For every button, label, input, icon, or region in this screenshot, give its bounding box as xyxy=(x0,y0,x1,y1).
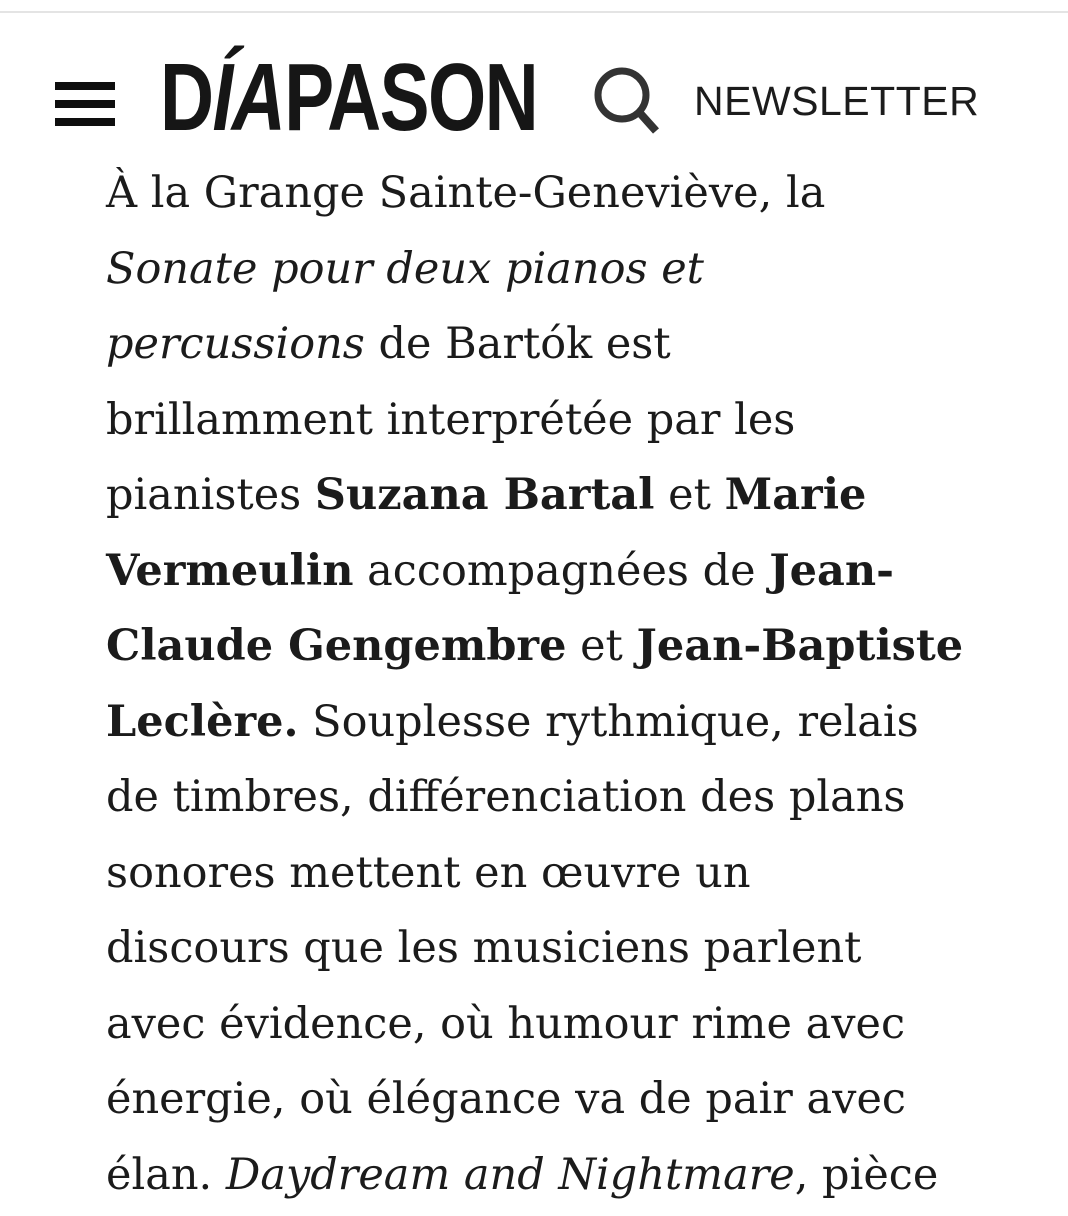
article-excerpt xyxy=(0,156,1068,1213)
text-segment-bold: Jean-Baptiste xyxy=(636,621,964,671)
text-segment-normal: de timbres, différenciation des plans xyxy=(106,772,906,822)
text-line xyxy=(0,987,1068,1063)
logo-text: D xyxy=(160,44,213,151)
text-line xyxy=(0,307,1068,383)
newsletter-link[interactable]: NEWSLETTER xyxy=(694,78,980,124)
text-line xyxy=(0,1062,1068,1138)
text-segment-italic: Sonate pour deux pianos et xyxy=(106,243,704,294)
text-line xyxy=(0,685,1068,761)
logo-text: PASON xyxy=(284,44,538,151)
menu-bar xyxy=(55,100,115,108)
text-line xyxy=(0,383,1068,459)
text-segment-normal: avec évidence, où humour rime avec xyxy=(106,998,906,1049)
site-logo[interactable] xyxy=(160,44,538,151)
text-line xyxy=(0,232,1068,308)
text-segment-bold: Leclère. xyxy=(106,696,299,747)
header xyxy=(0,13,1068,158)
text-line xyxy=(0,534,1068,610)
text-segment-normal: élan. xyxy=(106,1149,226,1200)
text-segment-bold: Vermeulin xyxy=(106,545,354,596)
text-line xyxy=(0,760,1068,836)
text-segment-normal: À la Grange Sainte-Geneviève, la xyxy=(106,168,826,218)
text-segment-normal: accompagnées de xyxy=(353,545,770,596)
text-segment-italic: Daydream and Nightmare xyxy=(225,1149,795,1200)
magnifying-glass-icon xyxy=(592,65,666,139)
text-segment-normal: et xyxy=(566,621,637,671)
menu-bar xyxy=(55,82,115,90)
text-segment-normal: pianistes xyxy=(106,470,315,520)
text-line xyxy=(0,1138,1068,1214)
text-line xyxy=(0,836,1068,912)
text-segment-normal: sonores mettent en œuvre un xyxy=(106,847,751,898)
text-line xyxy=(0,156,1068,232)
text-segment-normal: , pièce xyxy=(794,1149,939,1200)
text-segment-bold: Claude Gengembre xyxy=(106,621,567,671)
text-segment-normal: Souplesse rythmique, relais xyxy=(298,696,919,747)
text-line xyxy=(0,458,1068,534)
text-segment-normal: brillamment interprétée par les xyxy=(106,394,796,445)
text-segment-bold: Marie xyxy=(724,470,867,520)
text-segment-bold: Suzana Bartal xyxy=(314,470,655,520)
text-segment-italic: percussions xyxy=(106,319,365,369)
menu-icon[interactable] xyxy=(55,82,115,126)
menu-bar xyxy=(55,118,115,126)
text-line xyxy=(0,609,1068,685)
text-segment-normal: et xyxy=(654,470,725,520)
logo-text-italic: ÍA xyxy=(212,44,285,151)
text-segment-normal: énergie, où élégance va de pair avec xyxy=(106,1074,906,1124)
search-icon[interactable] xyxy=(592,65,666,139)
text-segment-bold: Jean- xyxy=(769,545,894,596)
text-segment-normal: discours que les musiciens parlent xyxy=(106,923,862,973)
text-line xyxy=(0,911,1068,987)
text-segment-normal: de Bartók est xyxy=(364,319,671,369)
